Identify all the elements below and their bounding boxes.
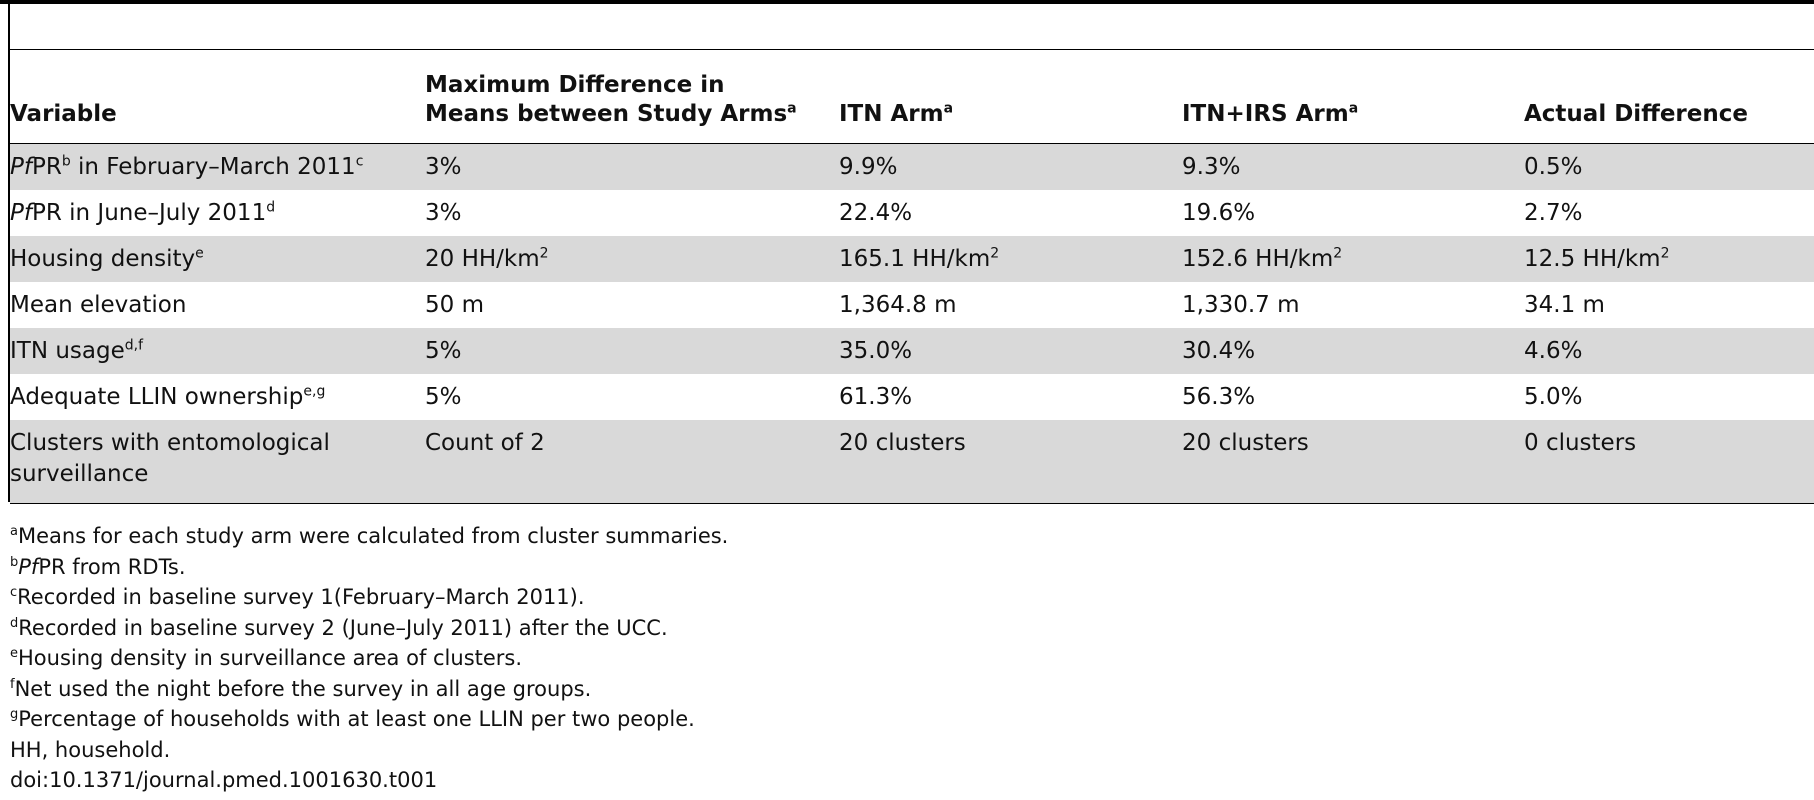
table-row [10,236,1814,282]
cell-variable: Clusters with entomological surveillance [10,430,330,487]
cell-max: Count of 2 [425,430,545,456]
cell-diff: 0.5% [1524,154,1583,180]
header-itn-arm: ITN Arm$^a$ [839,100,954,127]
header-variable: Variable [10,101,117,127]
cell-diff: 12.5 $HH/km^2$ [1524,245,1670,272]
cell-itn: 61.3% [839,384,913,410]
cell-diff: 5.0% [1524,384,1583,410]
footnote-a: $^a$Means for each study arm were calculated from cluster summaries. [10,524,729,548]
cell-itn: 20 clusters [839,430,966,456]
footnote-b: $^b$PfPR from RDTs. [10,554,186,579]
table-row [10,190,1814,236]
table-row [10,374,1814,420]
cell-itn-irs: 152.6 $HH/km^2$ [1182,245,1343,272]
cell-diff: 0 clusters [1524,430,1637,456]
cell-itn: 22.4% [839,200,913,226]
doi-link[interactable]: doi:10.1371/journal.pmed.1001630.t001 [10,768,438,792]
footnote-d: $^d$Recorded in baseline survey 2 (June–July 2011) after the UCC. [10,615,668,640]
table-header-row [10,50,1814,144]
footnote-abbreviation: HH, household. [10,737,171,762]
cell-variable: Adequate LLIN ownership$^{e,g}$ [10,383,326,410]
cell-itn: 35.0% [839,338,913,364]
cell-variable: PfPR$^b$ in February–March 2011$^c$ [10,153,364,180]
cell-itn: 1,364.8 m [839,292,957,318]
cell-diff: 4.6% [1524,338,1583,364]
footnote-e: $^e$Housing density in surveillance area of clusters. [10,646,523,670]
table-row [10,328,1814,374]
cell-itn-irs: 30.4% [1182,338,1256,364]
footnote-c: $^c$Recorded in baseline survey 1(February–March 2011). [10,585,585,609]
header-itn-irs-arm: ITN+IRS Arm$^a$ [1182,100,1359,127]
header-actual-difference: Actual Difference [1524,101,1748,127]
cell-diff: 34.1 m [1524,292,1605,318]
cell-itn-irs: 9.3% [1182,154,1241,180]
cell-itn-irs: 1,330.7 m [1182,292,1300,318]
table-row [10,144,1814,190]
table-row [10,282,1814,328]
cell-itn-irs: 56.3% [1182,384,1256,410]
footnotes [10,521,728,796]
cell-itn-irs: 19.6% [1182,200,1256,226]
cell-variable: PfPR in June–July 2011$^d$ [10,199,276,226]
cell-max: 5% [425,338,462,364]
cell-max: 3% [425,154,462,180]
header-max-difference: Maximum Difference in Means between Study Arms$^a$ [425,72,797,127]
cell-diff: 2.7% [1524,200,1583,226]
footnote-f: $^f$Net used the night before the survey in all age groups. [10,676,592,701]
top-rule [0,0,1814,4]
cell-itn: 9.9% [839,154,898,180]
cell-max: 50 m [425,292,484,318]
cell-variable: Mean elevation [10,292,187,318]
footnote-g: $^g$Percentage of households with at least one LLIN per two people. [10,707,695,731]
cell-max: 3% [425,200,462,226]
cell-max: 5% [425,384,462,410]
table-row [10,420,1814,503]
cell-max: 20 $HH/km^2$ [425,245,549,272]
cell-itn-irs: 20 clusters [1182,430,1309,456]
cell-variable: ITN usage$^{d,f}$ [10,337,144,364]
cell-variable: Housing density$^e$ [10,245,204,272]
data-table [10,49,1814,504]
cell-itn: 165.1 $HH/km^2$ [839,245,1000,272]
